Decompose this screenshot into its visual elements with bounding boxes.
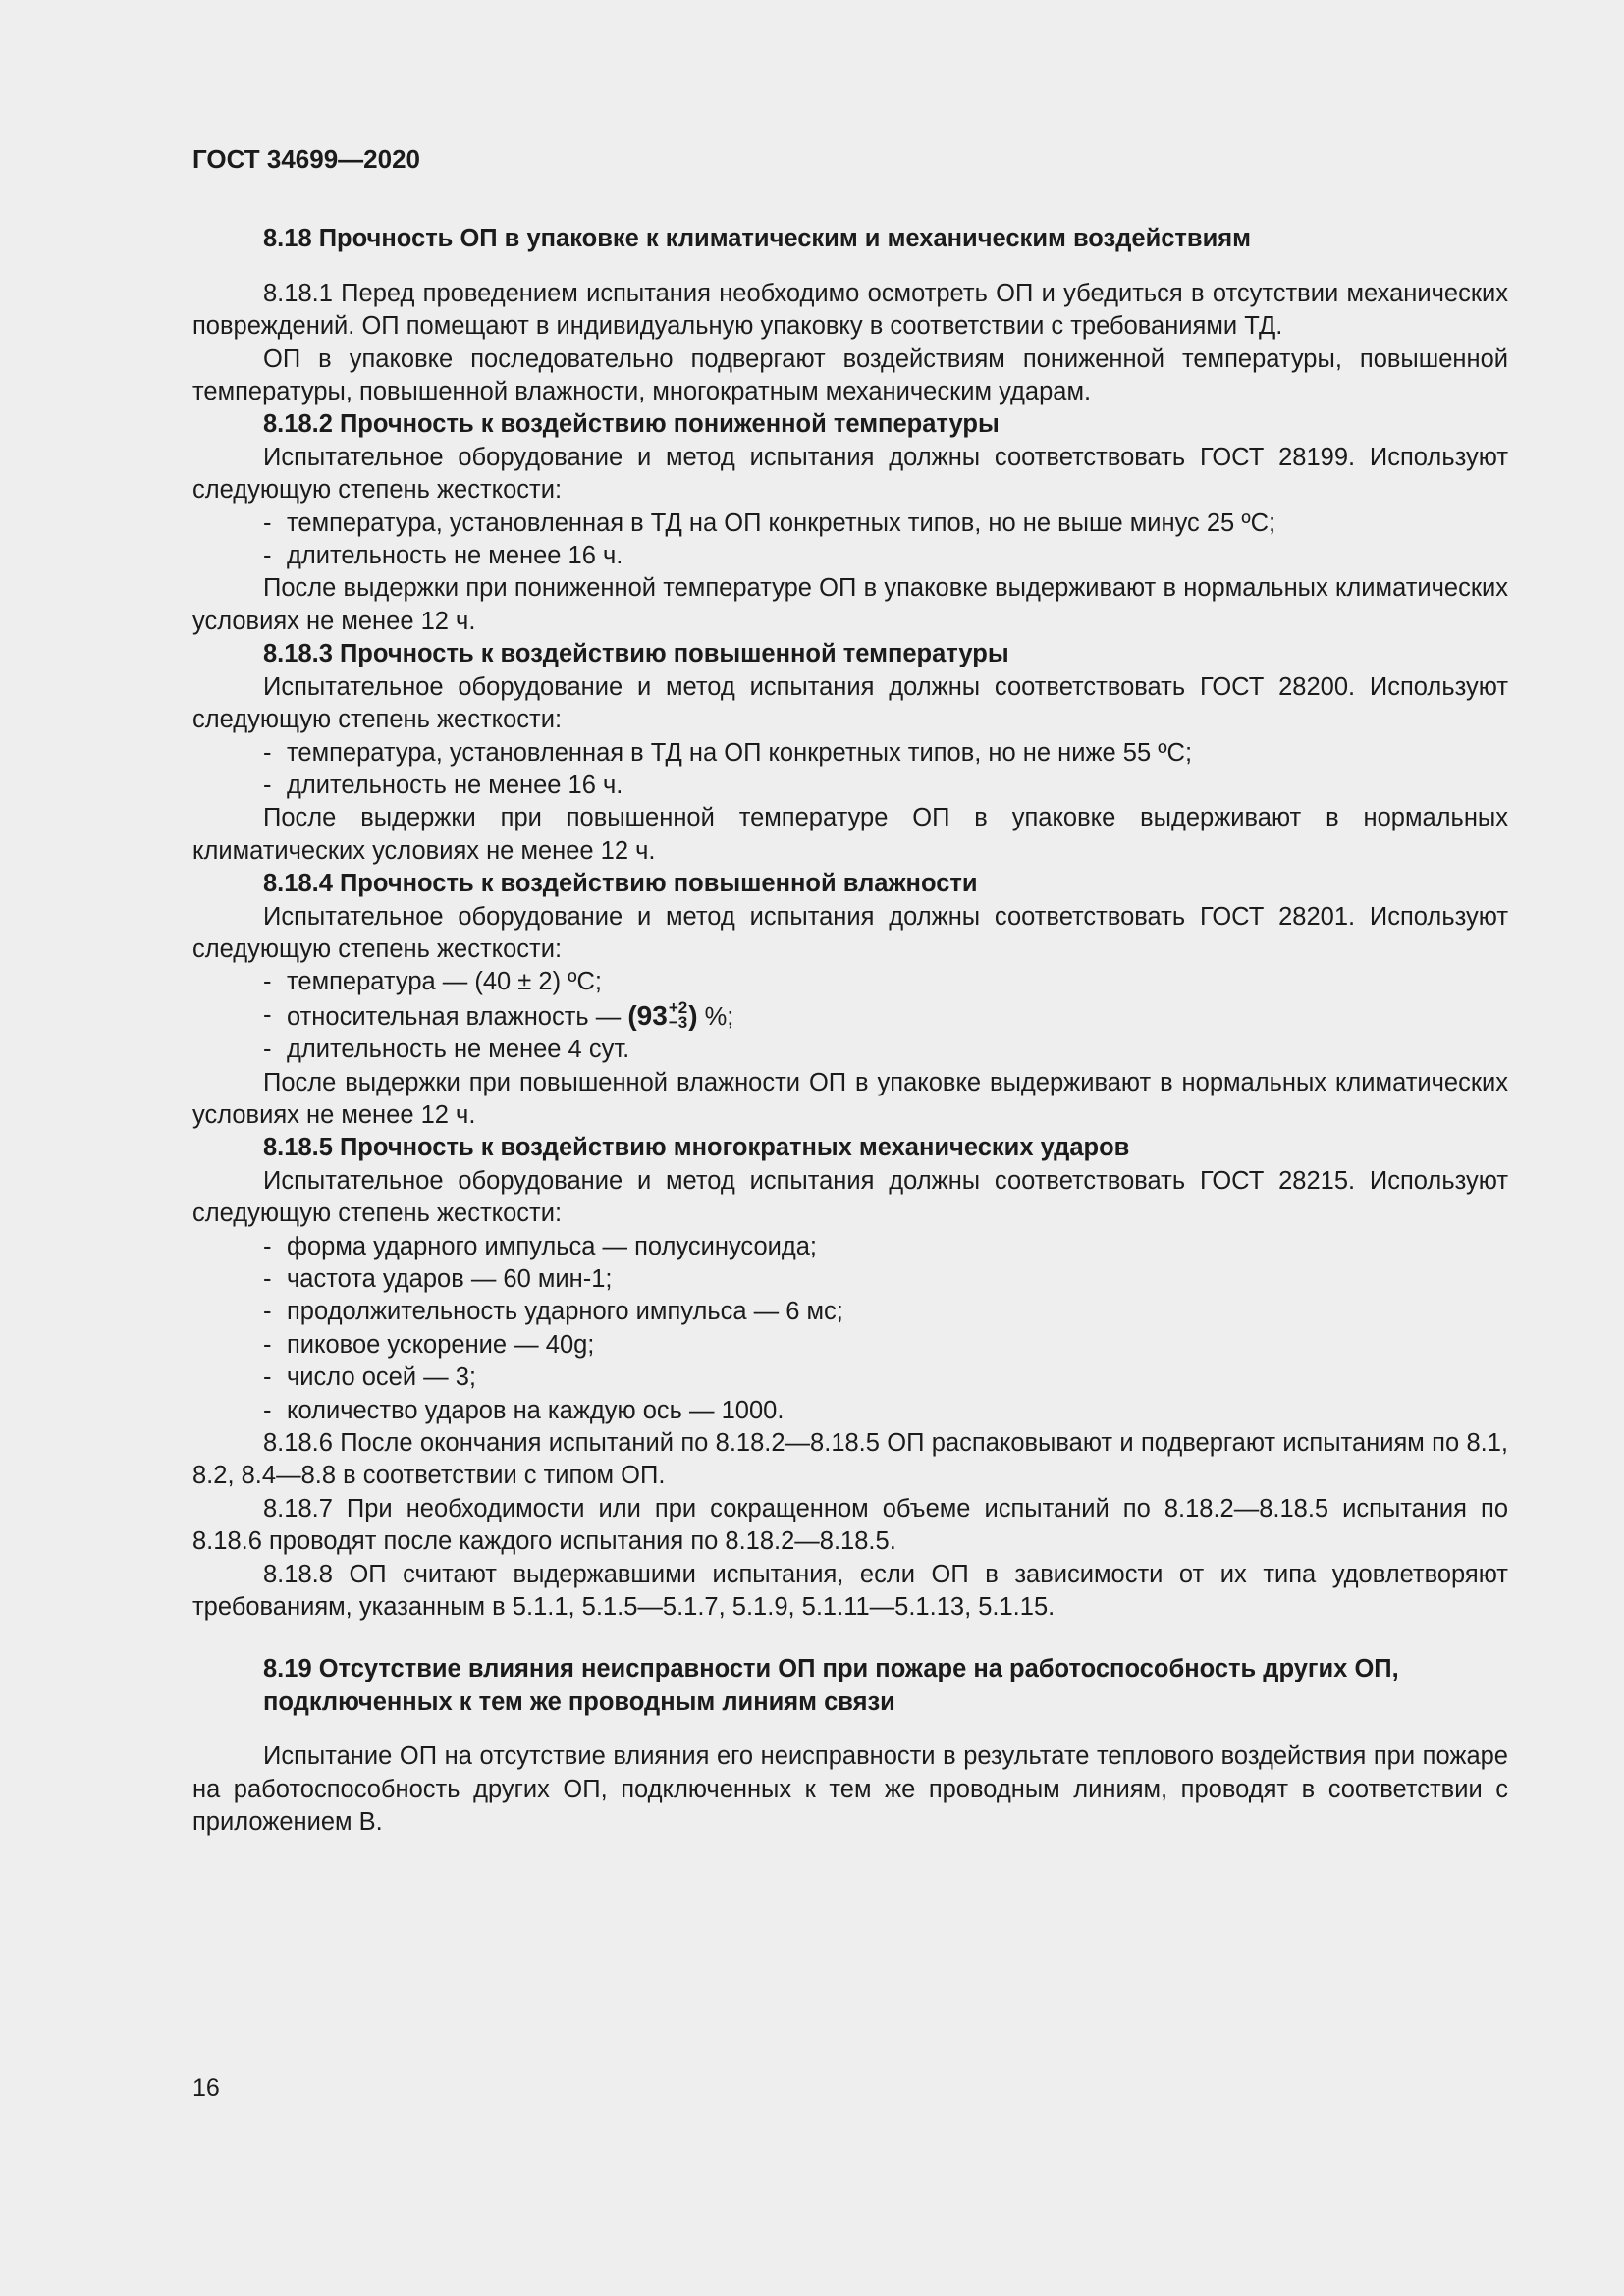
paragraph-8-18-3-after: После выдержки при повышенной температуре ОП в упаковке выдерживают в нормальных климатических условиях не менее 12 ч. [192, 804, 1508, 865]
paragraph-8-19: Испытание ОП на отсутствие влияния его неисправности в результате теплового воздействия при пожаре на работоспособность других ОП, подключенных к тем же проводным линиям, проводят в соответствии с приложением В. [192, 1742, 1508, 1837]
page-number: 16 [192, 2074, 220, 2102]
list-item: - форма ударного импульса — полусинусоида; [263, 1232, 818, 1260]
list-item: - температура, установленная в ТД на ОП конкретных типов, но не ниже 55 ºС; [263, 738, 1193, 767]
list-item: - длительность не менее 4 сут. [263, 1036, 630, 1064]
section-8-18-2-title: 8.18.2 Прочность к воздействию пониженной температуры [263, 410, 1000, 439]
list-8-18-4 [192, 966, 1508, 1066]
list-8-18-2 [192, 507, 1508, 573]
paragraph-8-18-2-intro: Испытательное оборудование и метод испытания должны соответствовать ГОСТ 28199. Используют следующую степень жесткости: [192, 443, 1508, 505]
paragraph-8-18-1: 8.18.1 Перед проведением испытания необходимо осмотреть ОП и убедиться в отсутствии механических повреждений. ОП помещают в индивидуальную упаковку в соответствии с требованиями ТД. [192, 279, 1508, 341]
list-item: - длительность не менее 16 ч. [263, 542, 623, 570]
list-item: - длительность не менее 16 ч. [263, 771, 623, 799]
section-8-18-3-title: 8.18.3 Прочность к воздействию повышенной температуры [263, 640, 1009, 668]
tolerance: +2 −3 [668, 998, 688, 1033]
paragraph-8-18-5-intro: Испытательное оборудование и метод испытания должны соответствовать ГОСТ 28215. Используют следующую степень жесткости: [192, 1166, 1508, 1228]
paragraph-8-18-8: 8.18.8 ОП считают выдержавшими испытания, если ОП в зависимости от их типа удовлетворяют требованиям, указанным в 5.1.1, 5.1.5—5.1.7, 5.1.9, 5.1.11—5.1.13, 5.1.15. [192, 1560, 1508, 1622]
section-8-18-title: 8.18 Прочность ОП в упаковке к климатическим и механическим воздействиям [263, 225, 1252, 253]
section-8-18-5-title: 8.18.5 Прочность к воздействию многократных механических ударов [263, 1134, 1130, 1162]
paragraph-8-18-3-intro: Испытательное оборудование и метод испытания должны соответствовать ГОСТ 28200. Используют следующую степень жесткости: [192, 672, 1508, 734]
section-8-19-title: 8.19 Отсутствие влияния неисправности ОП при пожаре на работоспособность других ОП, подключенных к тем же проводным линиям связи [263, 1655, 1399, 1716]
paragraph-8-18-7: 8.18.7 При необходимости или при сокращенном объеме испытаний по 8.18.2—8.18.5 испытания по 8.18.6 проводят после каждого испытания по 8.18.2—8.18.5. [192, 1494, 1508, 1556]
list-item: - частота ударов — 60 мин-1; [263, 1265, 613, 1293]
list-item: - температура, установленная в ТД на ОП конкретных типов, но не выше минус 25 ºС; [263, 508, 1276, 537]
document-header: ГОСТ 34699—2020 [192, 144, 420, 174]
list-8-18-5 [192, 1231, 1508, 1427]
paragraph-8-18-4-intro: Испытательное оборудование и метод испытания должны соответствовать ГОСТ 28201. Используют следующую степень жесткости: [192, 902, 1508, 963]
paragraph-8-18-6: 8.18.6 После окончания испытаний по 8.18.2—8.18.5 ОП распаковывают и подвергают испытаниям по 8.1, 8.2, 8.4—8.8 в соответствии с типом ОП. [192, 1429, 1508, 1490]
list-item: - количество ударов на каждую ось — 1000. [263, 1396, 785, 1424]
list-item: - пиковое ускорение — 40g; [263, 1330, 595, 1359]
paragraph-8-18-1-cont: ОП в упаковке последовательно подвергают воздействиям пониженной температуры, повышенной температуры, повышенной влажности, многократным механическим ударам. [192, 345, 1508, 406]
list-8-18-3 [192, 737, 1508, 803]
document-page [192, 143, 1508, 1840]
list-item: - относительная влажность — (93 +2 −3 ) %; [263, 998, 734, 1033]
paragraph-8-18-2-after: После выдержки при пониженной температуре ОП в упаковке выдерживают в нормальных климатических условиях не менее 12 ч. [192, 574, 1508, 635]
paragraph-8-18-4-after: После выдержки при повышенной влажности ОП в упаковке выдерживают в нормальных климатических условиях не менее 12 ч. [192, 1068, 1508, 1129]
list-item: - температура — (40 ± 2) ºС; [263, 968, 602, 996]
section-8-18-4-title: 8.18.4 Прочность к воздействию повышенной влажности [263, 870, 978, 898]
list-item: - число осей — 3; [263, 1363, 477, 1392]
list-item: - продолжительность ударного импульса — 6 мс; [263, 1298, 843, 1326]
